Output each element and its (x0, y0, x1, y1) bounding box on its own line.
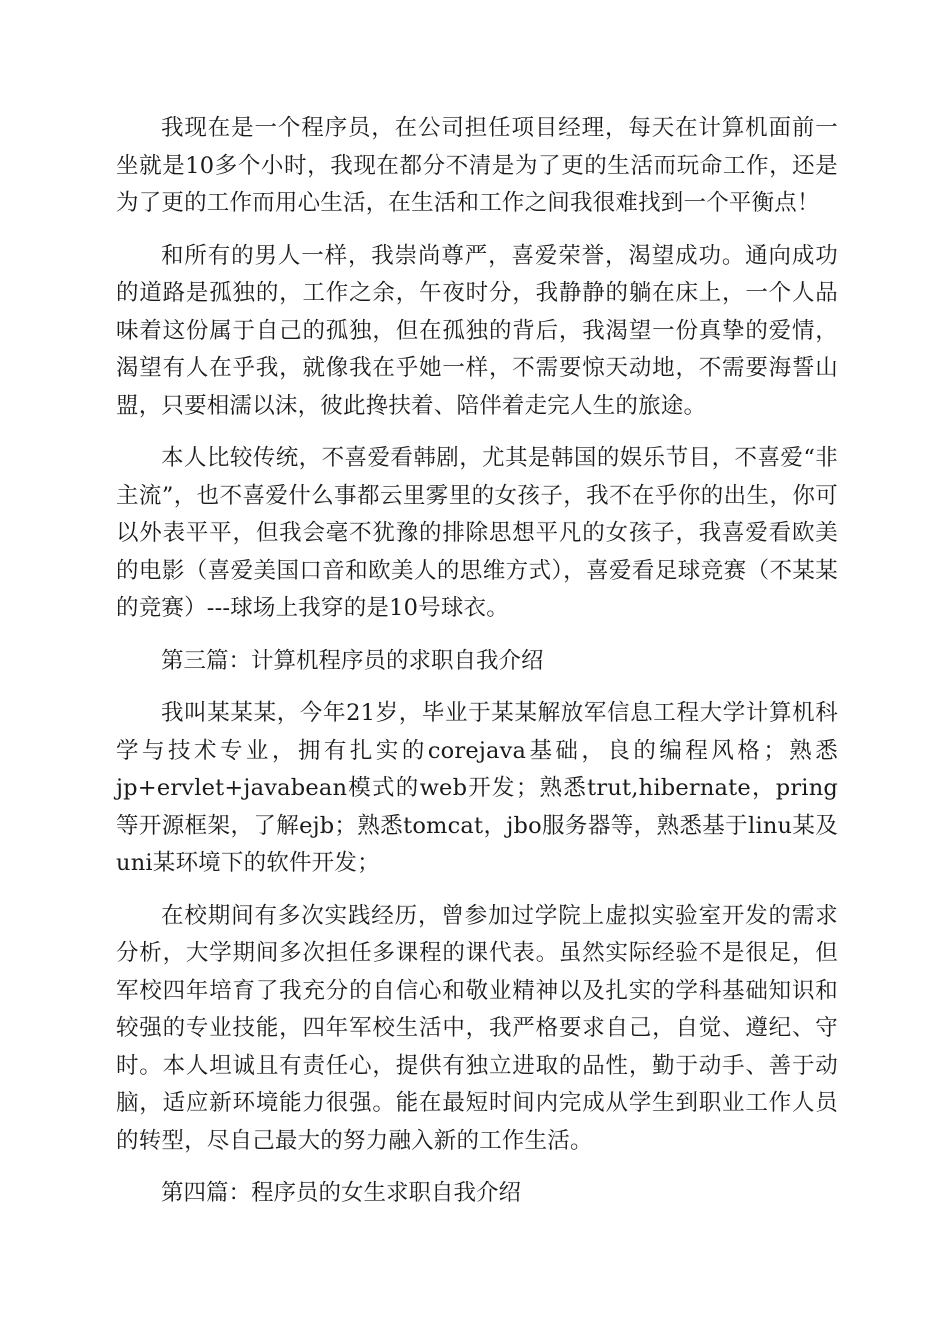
section-heading-4: 第四篇：程序员的女生求职自我介绍 (161, 1180, 522, 1206)
paragraph-programmer-life: 我现在是一个程序员，在公司担任项目经理，每天在计算机面前一坐就是10多个小时，我现在都分不清是为了更的生活而玩命工作，还是为了更的工作而用心生活，在生活和工作之间我很难找到一个平衡点！ (116, 115, 838, 216)
document-body (116, 110, 838, 1228)
paragraph-skills: 我叫某某某，今年21岁，毕业于某某解放军信息工程大学计算机科学与技术专业，拥有扎实的corejava基础，良的编程风格；熟悉jp+ervlet+javabean模式的web开发；熟悉trut,hibernate，pring等开源框架，了解ejb；熟悉tomcat，jbo服务器等，熟悉基于linu某及uni某环境下的软件开发； (116, 700, 838, 876)
section-heading-3: 第三篇：计算机程序员的求职自我介绍 (161, 647, 544, 674)
paragraph-values-love: 和所有的男人一样，我崇尚尊严，喜爱荣誉，渴望成功。通向成功的道路是孤独的，工作之余，午夜时分，我静静的躺在床上，一个人品味着这份属于自己的孤独，但在孤独的背后，我渴望一份真挚的爱情，渴望有人在乎我，就像我在乎她一样，不需要惊天动地，不需要海誓山盟，只要相濡以沫，彼此搀扶着、陪伴着走完人生的旅途。 (116, 242, 838, 419)
paragraph-preferences: 本人比较传统，不喜爱看韩剧，尤其是韩国的娱乐节目，不喜爱“非主流”，也不喜爱什么事都云里雾里的女孩子，我不在乎你的出生，你可以外表平平，但我会毫不犹豫的排除思想平凡的女孩子，我喜爱看欧美的电影（喜爱美国口音和欧美人的思维方式），喜爱看足球竞赛（不某某的竞赛）---球场上我穿的是10号球衣。 (116, 445, 838, 621)
paragraph-experience: 在校期间有多次实践经历，曾参加过学院上虚拟实验室开发的需求分析，大学期间多次担任多课程的课代表。虽然实际经验不是很足，但军校四年培育了我充分的自信心和敬业精神以及扎实的学科基础知识和较强的专业技能，四年军校生活中，我严格要求自己，自觉、遵纪、守时。本人坦诚且有责任心，提供有独立进取的品性，勤于动手、善于动脑，适应新环境能力很强。能在最短时间内完成从学生到职业工作人员的转型，尽自己最大的努力融入新的工作生活。 (116, 902, 838, 1154)
